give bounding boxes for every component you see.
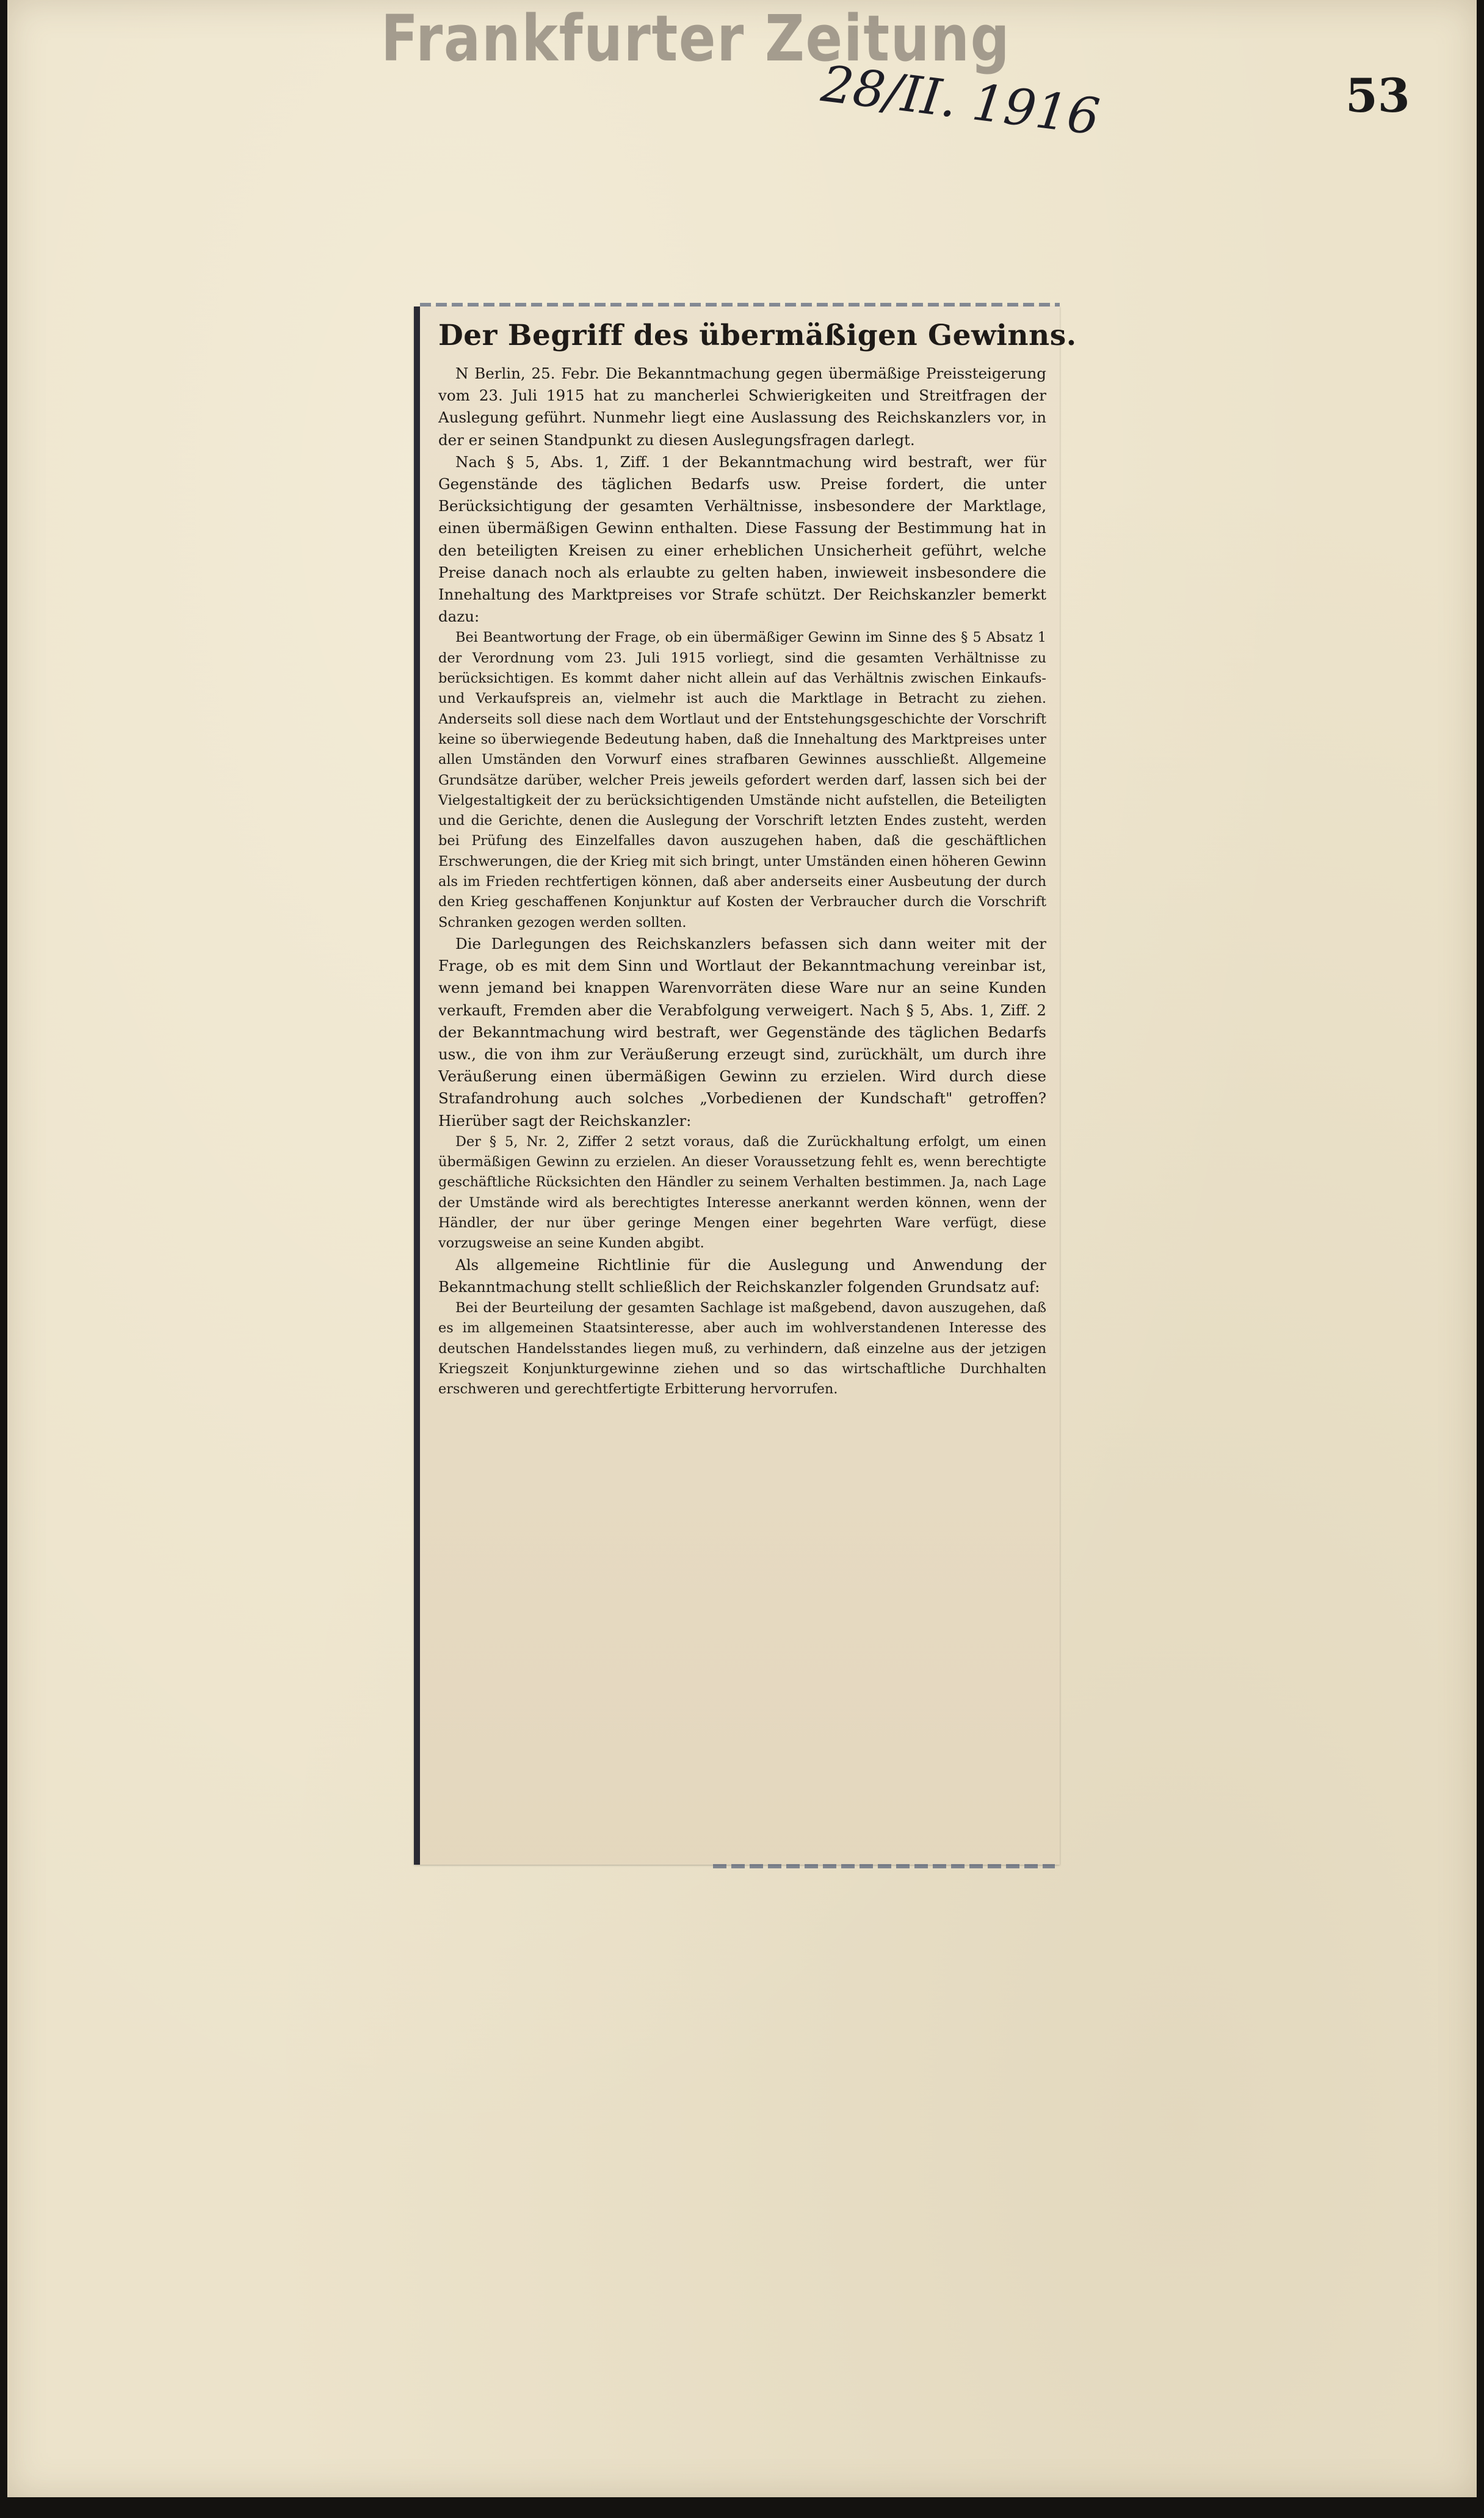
clipping-top-edge — [420, 303, 1060, 307]
article-headline: Der Begriff des übermäßigen Gewinns. — [438, 319, 1077, 352]
article-paragraph-intro: N Berlin, 25. Febr. Die Bekanntmachung gegen übermäßige Preissteigerung vom 23. Juli 1915 hat zu mancherlei Schwierigkeiten und Streitfragen der Auslegung geführt. Nunmehr liegt eine Auslassung des Reichskanzlers vor, in der er seinen Standpunkt zu diesen Auslegungsfragen darlegt. — [438, 365, 1046, 449]
newspaper-clipping — [414, 307, 1077, 1865]
newspaper-name-stamp — [381, 1, 1010, 76]
clipping-bottom-edge — [713, 1864, 1055, 1868]
article-quote-zurueckhaltung: Der § 5, Nr. 2, Ziffer 2 setzt voraus, daß die Zurückhaltung erfolgt, um einen übermäßigen Gewinn zu erzielen. An dieser Voraussetzung fehlt es, wenn berechtigte geschäftliche Rücksichten den Händler zu seinem Verhalten bestimmen. Ja, nach Lage der Umstände wird als berechtigtes Interesse anerkannt werden können, wenn der Händler, der nur über geringe Mengen einer begehrten Ware verfügt, diese vorzugsweise an seine Kunden abgibt. — [438, 1133, 1046, 1252]
article-quote-grundsatz: Bei der Beurteilung der gesamten Sachlage ist maßgebend, davon auszugehen, daß es im allgemeinen Staatsinteresse, aber auch im wohlverstandenen Interesse des deutschen Handelsstandes liegen muß, zu verhindern, daß einzelne aus der jetzigen Kriegszeit Konjunkturgewinne ziehen und so das wirtschaftliche Durchhalten erschweren und gerechtfertigte Erbitterung hervorrufen. — [438, 1299, 1046, 1398]
handwritten-date: 28/II. 1916 — [818, 55, 1103, 147]
article-quote-marktlage: Bei Beantwortung der Frage, ob ein übermäßiger Gewinn im Sinne des § 5 Absatz 1 der Verordnung vom 23. Juli 1915 vorliegt, sind die gesamten Verhältnisse zu berücksichtigen. Es kommt daher nicht allein auf das Verhältnis zwischen Einkaufs- und Verkaufspreis an, vielmehr ist auch die Marktlage in Betracht zu ziehen. Anderseits soll diese nach dem Wortlaut und der Entstehungsgeschichte der Vorschrift keine so überwiegende Bedeutung haben, daß die Innehaltung des Marktpreises unter allen Umständen den Vorwurf eines strafbaren Gewinnes ausschließt. Allgemeine Grundsätze darüber, welcher Preis jeweils gefordert werden darf, lassen sich bei der Vielgestaltigkeit der zu berücksichtigenden Umstände nicht aufstellen, die Beteiligten und die Gerichte, denen die Auslegung der Vorschrift letzten Endes zusteht, werden bei Prüfung des Einzelfalles davon auszugehen haben, daß die geschäftlichen Erschwerungen, die der Krieg mit sich bringt, unter Umständen einen höheren Gewinn als im Frieden rechtfertigen können, daß aber anderseits einer Ausbeutung der durch den Krieg geschaffenen Konjunktur auf Kosten der Verbraucher durch die Vorschrift Schranken gezogen werden sollten. — [438, 630, 1046, 931]
stamp-text: Frankfurter Zeitung — [381, 1, 1011, 76]
page-number: 53 — [1345, 68, 1410, 123]
article-paragraph-richtlinie: Als allgemeine Richtlinie für die Auslegung und Anwendung der Bekanntmachung stellt schließlich der Reichskanzler folgenden Grundsatz auf: — [438, 1255, 1046, 1296]
article-paragraph-ziff1: Nach § 5, Abs. 1, Ziff. 1 der Bekanntmachung wird bestraft, wer für Gegenstände des täglichen Bedarfs usw. Preise fordert, die unter Berücksichtigung der gesamten Verhältnisse, insbesondere der Marktlage, einen übermäßigen Gewinn enthalten. Diese Fassung der Bestimmung hat in den beteiligten Kreisen zu einer erheblichen Unsicherheit geführt, welche Preise danach noch als erlaubte zu gelten haben, inwieweit insbesondere die Innehaltung des Marktpreises vor Strafe schützt. Der Reichskanzler bemerkt dazu: — [438, 452, 1046, 626]
article-paragraph-ziff2: Die Darlegungen des Reichskanzlers befassen sich dann weiter mit der Frage, ob es mit dem Sinn und Wortlaut der Bekanntmachung vereinbar ist, wenn jemand bei knappen Warenvorräten diese Ware nur an seine Kunden verkauft, Fremden aber die Verabfolgung verweigert. Nach § 5, Abs. 1, Ziff. 2 der Bekanntmachung wird bestraft, wer Gegenstände des täglichen Bedarfs usw., die von ihm zur Veräußerung erzeugt sind, zurückhält, um durch ihre Veräußerung einen übermäßigen Gewinn zu erzielen. Wird durch diese Strafandrohung auch solches „Vorbedienen der Kundschaft" getroffen? Hierüber sagt der Reichskanzler: — [438, 934, 1046, 1130]
